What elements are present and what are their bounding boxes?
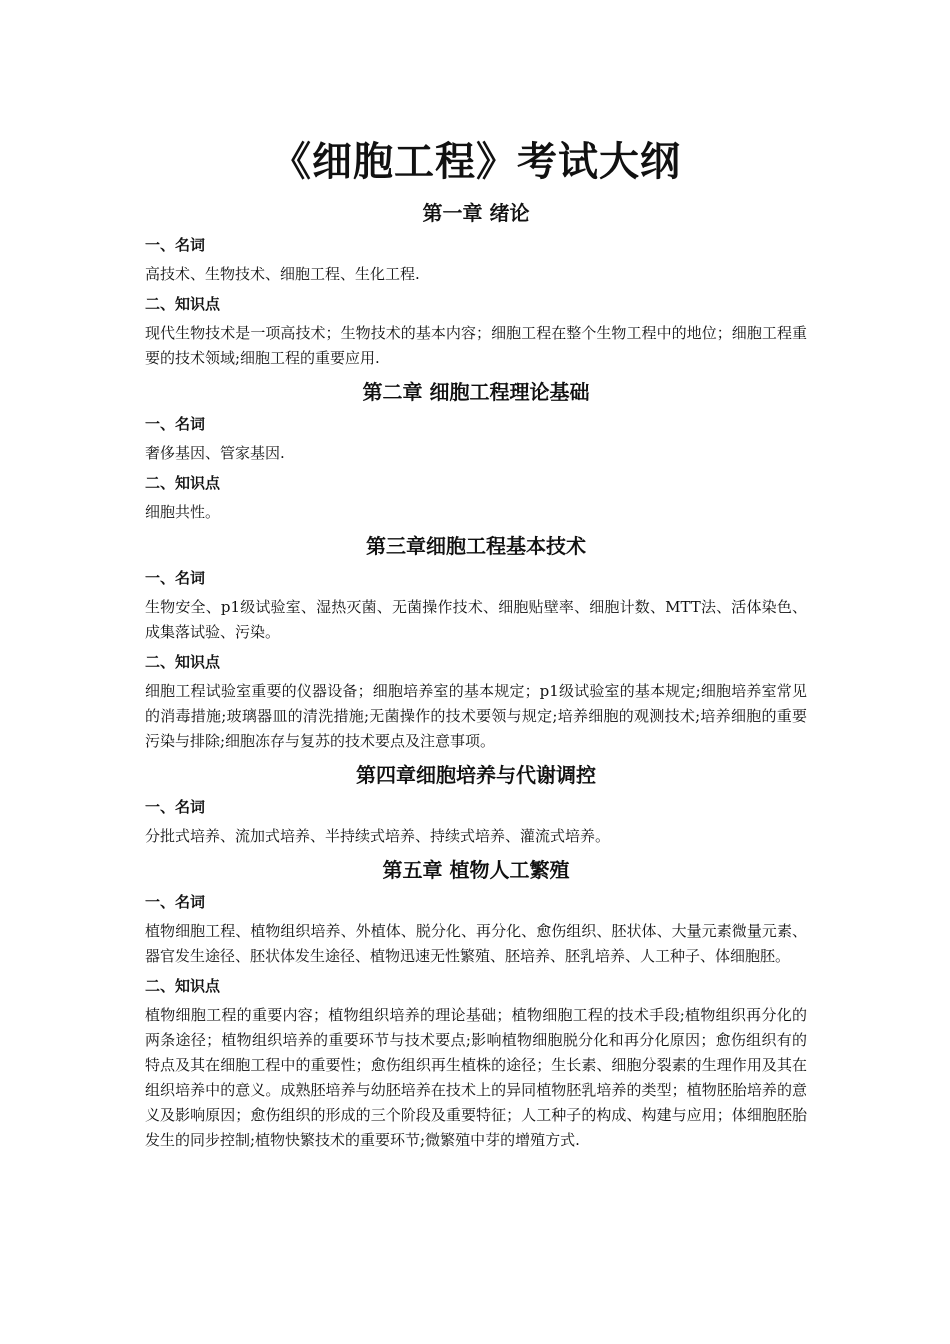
section-heading: 二、知识点 <box>145 977 221 995</box>
chapter-4 <box>145 760 807 849</box>
section-text: 细胞共性。 <box>145 503 221 521</box>
section-text: 植物细胞工程的重要内容；植物组织培养的理论基础；植物细胞工程的技术手段;植物组织再分化的两条途径；植物组织培养的重要环节与技术要点;影响植物细胞脱分化和再分化原因；愈伤组织有的特点及其在细胞工程中的重要性；愈伤组织再生植株的途径；生长素、细胞分裂素的生理作用及其在组织培养中的意义。成熟胚培养与幼胚培养在技术上的异同植物胚乳培养的类型；植物胚胎培养的意义及影响原因；愈伤组织的形成的三个阶段及重要特征；人工种子的构成、构建与应用；体细胞胚胎发生的同步控制;植物快繁技术的重要环节;微繁殖中芽的增殖方式. <box>145 1006 807 1149</box>
section-text: 奢侈基因、管家基因. <box>145 444 285 462</box>
section-heading: 一、名词 <box>145 415 206 433</box>
section-heading: 一、名词 <box>145 569 206 587</box>
section-text: 植物细胞工程、植物组织培养、外植体、脱分化、再分化、愈伤组织、胚状体、大量元素微量元素、器官发生途径、胚状体发生途径、植物迅速无性繁殖、胚培养、胚乳培养、人工种子、体细胞胚。 <box>145 922 807 965</box>
chapter-title: 第五章 植物人工繁殖 <box>382 858 570 882</box>
chapter-title: 第一章 绪论 <box>422 201 530 225</box>
section-heading: 二、知识点 <box>145 295 221 313</box>
section-heading: 一、名词 <box>145 798 206 816</box>
section-text: 生物安全、p1级试验室、湿热灭菌、无菌操作技术、细胞贴壁率、细胞计数、MTT法、活体染色、成集落试验、污染。 <box>145 598 807 641</box>
section-text: 细胞工程试验室重要的仪器设备；细胞培养室的基本规定；p1级试验室的基本规定;细胞培养室常见的消毒措施;玻璃器皿的清洗措施;无菌操作的技术要领与规定;培养细胞的观测技术;培养细胞的重要污染与排除;细胞冻存与复苏的技术要点及注意事项。 <box>145 682 807 750</box>
section-text: 高技术、生物技术、细胞工程、生化工程. <box>145 265 420 283</box>
chapter-2 <box>145 377 807 525</box>
section-heading: 一、名词 <box>145 236 206 254</box>
chapter-5 <box>145 855 807 1153</box>
chapter-title: 第四章细胞培养与代谢调控 <box>356 763 596 787</box>
section-heading: 一、名词 <box>145 893 206 911</box>
chapter-title: 第二章 细胞工程理论基础 <box>362 380 590 404</box>
section-text: 分批式培养、流加式培养、半持续式培养、持续式培养、灌流式培养。 <box>145 827 611 845</box>
section-heading: 二、知识点 <box>145 653 221 671</box>
document-title: 《细胞工程》考试大纲 <box>271 139 681 185</box>
chapter-title: 第三章细胞工程基本技术 <box>366 534 586 558</box>
chapter-1 <box>145 198 807 371</box>
section-text: 现代生物技术是一项高技术；生物技术的基本内容；细胞工程在整个生物工程中的地位；细胞工程重要的技术领域;细胞工程的重要应用. <box>145 324 807 367</box>
section-heading: 二、知识点 <box>145 474 221 492</box>
chapter-3 <box>145 531 807 754</box>
